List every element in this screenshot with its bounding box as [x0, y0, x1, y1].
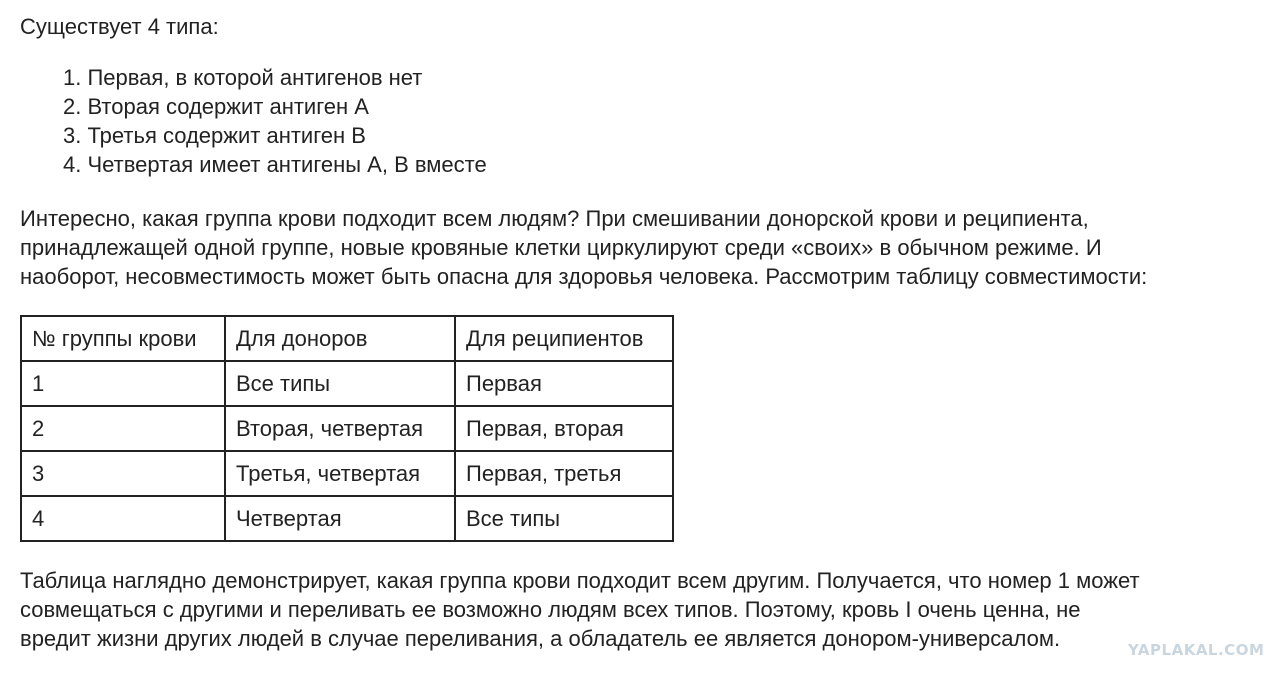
paragraph-conclusion [20, 566, 1282, 653]
paragraph-line: совмещаться с другими и переливать ее возможно людям всех типов. Поэтому, кровь I очень ценна, не [20, 597, 1081, 622]
table-row [21, 361, 673, 406]
compatibility-table [20, 315, 674, 542]
table-cell: Четвертая [225, 496, 455, 541]
paragraph-line: принадлежащей одной группе, новые кровяные клетки циркулируют среди «своих» в обычном режиме. И [20, 235, 1102, 260]
table-cell: Первая, вторая [455, 406, 673, 451]
table-cell: Все типы [225, 361, 455, 406]
table-cell: Первая [455, 361, 673, 406]
site-watermark: YAPLAKAL.COM [1128, 641, 1265, 659]
paragraph-line: Интересно, какая группа крови подходит всем людям? При смешивании донорской крови и реципиента, [20, 206, 1089, 231]
table-row [21, 496, 673, 541]
table-cell: 2 [21, 406, 225, 451]
paragraph-compatibility-intro [20, 204, 1282, 291]
table-cell: Все типы [455, 496, 673, 541]
list-item: 1. Первая, в которой антигенов нет [63, 65, 423, 90]
list-item: 3. Третья содержит антиген В [63, 123, 366, 148]
table-row [21, 451, 673, 496]
table-header-cell: Для реципиентов [455, 316, 673, 361]
list-item: 2. Вторая содержит антиген А [63, 94, 369, 119]
intro-text: Существует 4 типа: [20, 14, 219, 39]
table-cell: 1 [21, 361, 225, 406]
table-row [21, 406, 673, 451]
table-header-cell: Для доноров [225, 316, 455, 361]
table-header-row [21, 316, 673, 361]
paragraph-line: Таблица наглядно демонстрирует, какая группа крови подходит всем другим. Получается, что номер 1 может [20, 568, 1140, 593]
list-item: 4. Четвертая имеет антигены А, В вместе [63, 152, 487, 177]
paragraph-line: наоборот, несовместимость может быть опасна для здоровья человека. Рассмотрим таблицу совместимости: [20, 264, 1148, 289]
table-cell: 4 [21, 496, 225, 541]
table-cell: 3 [21, 451, 225, 496]
table-cell: Третья, четвертая [225, 451, 455, 496]
table-header-cell: № группы крови [21, 316, 225, 361]
article-content [20, 12, 1282, 653]
paragraph-line: вредит жизни других людей в случае переливания, а обладатель ее является донором-универсалом. [20, 626, 1061, 651]
table-cell: Первая, третья [455, 451, 673, 496]
blood-types-list [20, 63, 1282, 179]
table-cell: Вторая, четвертая [225, 406, 455, 451]
